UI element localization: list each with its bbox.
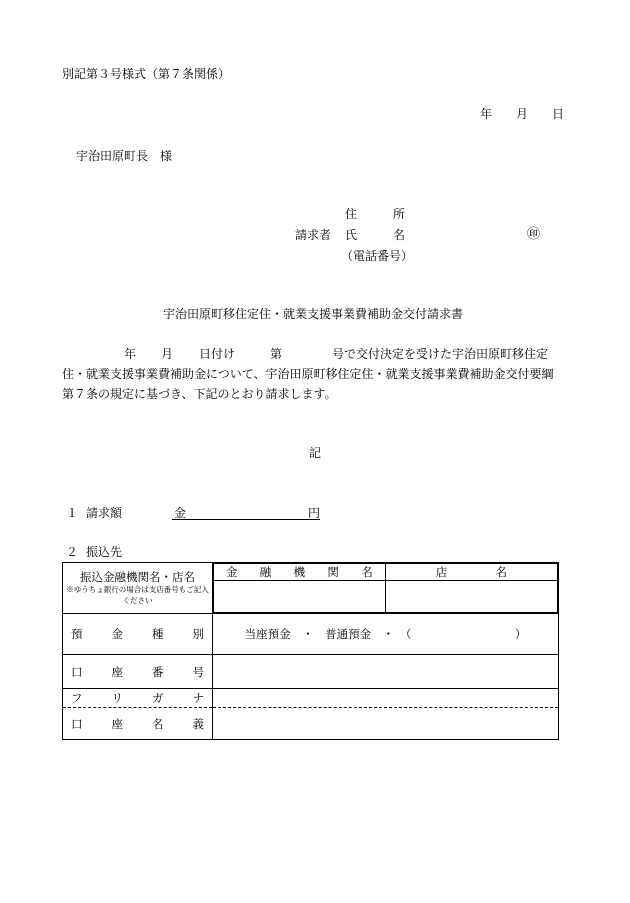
branch-header: 店 名: [385, 564, 557, 581]
recipient: 宇治田原町長 様: [76, 149, 173, 163]
amount-suffix: 円: [308, 506, 321, 520]
phone-label: （電話番号）: [341, 249, 414, 263]
date-month-label: 月: [516, 107, 529, 121]
account-name-input[interactable]: [213, 708, 559, 740]
item2-label: 振込先: [86, 545, 123, 559]
deposit-row: [63, 614, 559, 655]
institution-header: 金 融 機 関 名: [214, 564, 386, 581]
account-number-label: 口 座 番 号: [63, 655, 213, 689]
form-id: 別記第３号様式（第７条関係）: [62, 67, 231, 81]
institution-input[interactable]: [214, 581, 386, 613]
account-name-label: 口 座 名 義: [63, 708, 213, 740]
amount-underline: [172, 519, 320, 520]
bank-note: ※ゆうちょ銀行の場合は支店番号もご記入ください: [66, 585, 209, 605]
furigana-label: フ リ ガ ナ: [63, 689, 213, 708]
deposit-type-options[interactable]: 当座預金 ・ 普通預金 ・ （ ）: [213, 614, 559, 655]
account-number-row: [63, 655, 559, 689]
seal-mark: ㊞: [527, 227, 541, 242]
furigana-input[interactable]: [213, 689, 559, 708]
body-line1-rest: 号で交付決定を受けた宇治田原町移住定: [332, 347, 549, 361]
body-year: 年: [124, 347, 137, 361]
bank-label: 振込金融機関名・店名: [80, 570, 195, 584]
document-title: 宇治田原町移住定住・就業支援事業費補助金交付請求書: [163, 307, 464, 321]
item1-number: １: [66, 506, 79, 520]
furigana-row: [63, 689, 559, 708]
body-dai: 第: [270, 347, 283, 361]
address-label: 住 所: [345, 207, 405, 221]
requester-label: 請求者: [295, 228, 332, 242]
deposit-label: 預 金 種 別: [63, 614, 213, 655]
name-label: 氏 名: [345, 228, 405, 242]
item1-label: 請求額: [86, 506, 123, 520]
item2-number: ２: [66, 545, 79, 559]
body-day: 日付け: [199, 347, 236, 361]
body-line3: 第７条の規定に基づき、下記のとおり請求します。: [62, 387, 337, 401]
date-year-label: 年: [480, 107, 493, 121]
account-name-row: [63, 708, 559, 740]
branch-input[interactable]: [385, 581, 557, 613]
account-number-input[interactable]: [213, 655, 559, 689]
bank-transfer-table: [62, 562, 559, 740]
body-month: 月: [161, 347, 174, 361]
ki-heading: 記: [309, 446, 322, 460]
bank-input-cell: [213, 563, 559, 614]
body-line2: 住・就業支援事業費補助金について、宇治田原町移住定住・就業支援事業費補助金交付要綱: [62, 367, 554, 381]
amount-prefix: 金: [174, 506, 187, 520]
bank-row: [63, 563, 559, 614]
date-day-label: 日: [552, 107, 565, 121]
bank-label-cell: [63, 563, 213, 614]
